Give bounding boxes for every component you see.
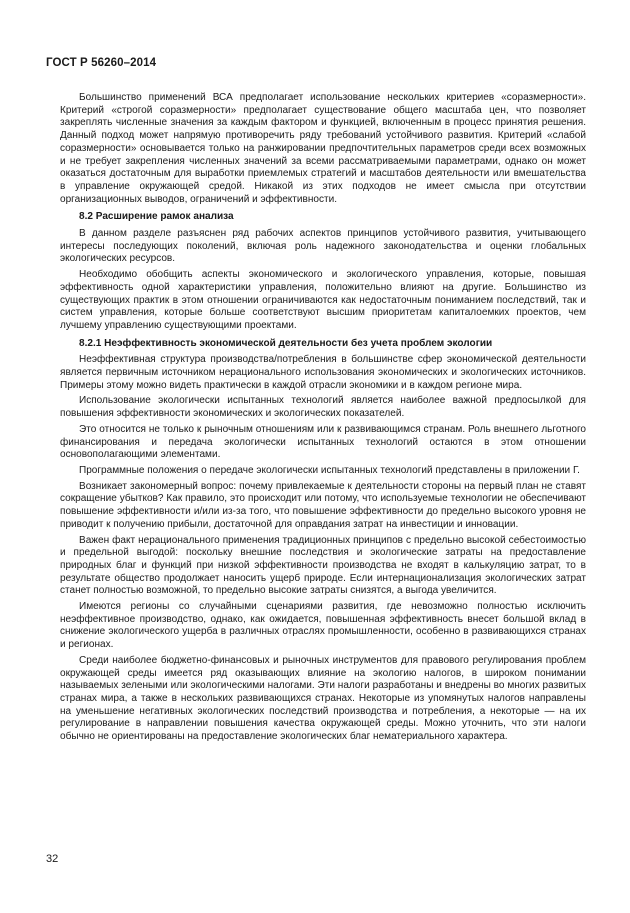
paragraph: Необходимо обобщить аспекты экономического и экологического управления, которые, повышая эффективность одной характеристики управления, положительно влияют на другие. Большинство из существующих практик в этом отношении ограничиваются как недостаточным пониманием последствий, так и систем управления, которые больше соответствуют высшим приоритетам капиталоемких проектов, чем лучшему управлению существующими проектами. xyxy=(60,269,586,331)
paragraph: Возникает закономерный вопрос: почему привлекаемые к деятельности стороны на первый план не ставят сокращение убытков? Как правило, это происходит или потому, что используемые технологии не обеспечивают повышение эффективности и/или из-за того, что повышение эффективности до предельно высокого уровня не приводит к получению прибыли, достаточной для оправдания затрат на инвестиции и инновации. xyxy=(60,480,586,530)
paragraph: Имеются регионы со случайными сценариями развития, где невозможно полностью исключить неэффективное производство, однако, как ожидается, повышенная эффективность внесет большой вклад в снижение экологического ущерба в различных отраслях промышленности, особенно в развивающихся странах и регионах. xyxy=(60,601,586,651)
paragraph: Неэффективная структура производства/потребления в большинстве сфер экономической деятельности является первичным источником нерационального использования экономических и экологических источников. Примеры этому можно видеть практически в каждой отрасли экономики и в каждом регионе мира. xyxy=(60,354,586,391)
paragraph: Это относится не только к рыночным отношениям или к развивающимся странам. Роль внешнего льготного финансирования и передача экологически испытанных технологий остаются в этом отношении основополагающими элементами. xyxy=(60,423,586,461)
paragraph: Важен факт нерационального применения традиционных принципов с предельно высокой себестоимостью и предельной выгодой: поскольку внешние последствия и экологические затраты на предоставление природных благ и функций при низкой эффективности производства не входят в калькуляцию затрат, то в результате общество продолжает наносить ущерб природе. Если интернационализация экологических затрат станет полностью возможной, то предельно высокие затраты снизятся, а выгода увеличится. xyxy=(60,534,586,597)
document-header: ГОСТ Р 56260–2014 xyxy=(46,57,157,69)
section-heading-8-2-1: 8.2.1 Неэффективность экономической деятельности без учета проблем экологии xyxy=(79,337,493,349)
document-body xyxy=(60,92,586,747)
section-heading-8-2: 8.2 Расширение рамок анализа xyxy=(79,211,234,223)
paragraph: Использование экологически испытанных технологий является наиболее важной предпосылкой для повышения эффективности экономических и экологических показателей. xyxy=(60,395,586,420)
paragraph: Среди наиболее бюджетно-финансовых и рыночных инструментов для правового регулирования проблем окружающей среды имеется ряд оказывающих влияние на экологию налогов, в широком понимании называемых зелеными или экологическими налогами. Эти налоги разработаны и внедрены во многих развитых странах мира, а также в нескольких развивающихся странах. Некоторые из упомянутых налогов направлены на уменьшение негативных экологических последствий производства и потребления, а некоторые — на их регулирование в направлении повышения качества окружающей среды. Можно уточнить, что эти налоги обычно не ориентированы на предоставление экологических благ нематериального характера. xyxy=(60,654,586,743)
paragraph: В данном разделе разъяснен ряд рабочих аспектов принципов устойчивого развития, учитывающего интересы последующих поколений, включая роль надежного законодательства и оценки глобальных экологических ресурсов. xyxy=(60,228,586,265)
paragraph: Большинство применений ВСА предполагает использование нескольких критериев «соразмерности». Критерий «строгой соразмерности» предполагает существование общего масштаба цен, что позволяет закреплять численные значения за каждым фактором и функцией, включенным в процесс принятия решения. Данный подход может напрямую противоречить ряду требований устойчивого развития. Критерий «слабой соразмерности» основывается только на ранжировании предпочтительных параметров среди всех возможных и не требует закрепления численных значений за всеми рассматриваемыми параметрами, однако он может оказаться достаточным для выработки приемлемых стратегий и масштабов деятельности или вмешательства в управление окружающей средой. Никакой из этих подходов не имеет смысла при отсутствии организационных выводов, ограничений и эффективности. xyxy=(60,92,586,205)
page-number: 32 xyxy=(46,853,59,865)
paragraph: Программные положения о передаче экологически испытанных технологий представлены в приложении Г. xyxy=(79,464,580,476)
